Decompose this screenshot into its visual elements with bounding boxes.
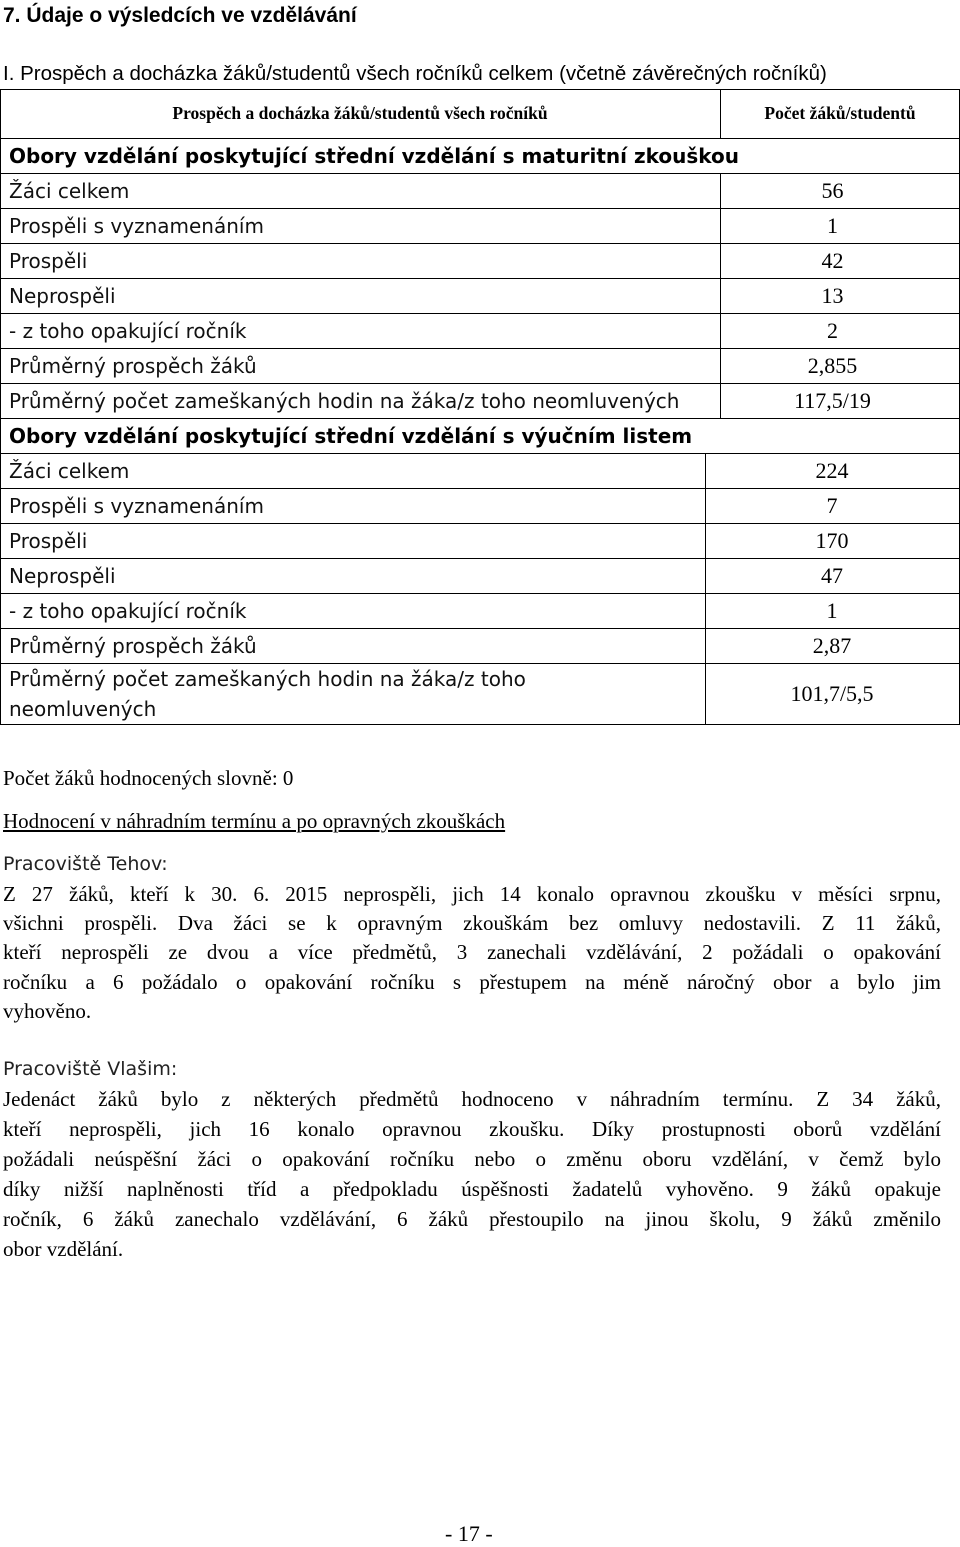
header-count: Počet žáků/studentů: [764, 103, 916, 123]
row-label: Žáci celkem: [9, 459, 130, 483]
verbal-count: Počet žáků hodnocených slovně: 0: [3, 766, 294, 790]
vlasim-line: ročník, 6 žáků zanechalo vzdělávání, 6 žáků přestoupilo na jinou školu, 9 žáků změnilo: [3, 1207, 941, 1231]
tehov-line: vyhověno.: [3, 999, 92, 1023]
row-label: - z toho opakující ročník: [9, 599, 247, 623]
row-value: 47: [821, 563, 843, 588]
row-value: 2,87: [812, 633, 852, 658]
retake-heading: Hodnocení v náhradním termínu a po opravných zkouškách: [3, 809, 506, 833]
page-number: - 17 -: [445, 1521, 493, 1546]
row-label: neomluvených: [9, 697, 157, 721]
row-value: 117,5/19: [794, 388, 871, 413]
section-vyucni-title: Obory vzdělání poskytující střední vzdělání s výučním listem: [9, 424, 693, 448]
row-value: 7: [826, 493, 838, 518]
row-label: Průměrný prospěch žáků: [9, 634, 257, 658]
row-value: 56: [821, 178, 844, 203]
row-value: 170: [815, 528, 849, 553]
section-title: 7. Údaje o výsledcích ve vzdělávání: [3, 4, 357, 27]
row-value: 1: [827, 213, 838, 238]
row-value: 42: [821, 248, 844, 273]
row-label: Průměrný počet zameškaných hodin na žáka/z toho neomluvených: [9, 389, 680, 413]
row-value: 13: [821, 283, 844, 308]
tehov-line: ročníku a 6 požádalo o opakování ročníku s přestupem na méně náročný obor a bylo jim: [3, 970, 941, 994]
row-value: 2: [827, 318, 838, 343]
vlasim-line: Jedenáct žáků bylo z některých předmětů hodnoceno v náhradním termínu. Z 34 žáků,: [3, 1087, 941, 1111]
vlasim-line: obor vzdělání.: [3, 1237, 124, 1261]
row-label: Průměrný počet zameškaných hodin na žáka/z toho: [9, 667, 526, 691]
table-intro: I. Prospěch a docházka žáků/studentů všech ročníků celkem (včetně závěrečných ročníků): [3, 62, 827, 85]
vlasim-line: požádali neúspěšní žáci o opakování ročníku nebo o změnu oboru vzdělání, v čemž bylo: [3, 1147, 941, 1171]
row-value: 2,855: [807, 353, 858, 378]
row-label: Neprospěli: [9, 284, 116, 308]
header-label: Prospěch a docházka žáků/studentů všech ročníků: [172, 103, 548, 123]
row-label: Prospěli s vyznamenáním: [9, 494, 264, 518]
row-label: Prospěli: [9, 249, 88, 273]
row-label: Žáci celkem: [9, 179, 130, 203]
row-label: Prospěli s vyznamenáním: [9, 214, 264, 238]
tehov-line: Z 27 žáků, kteří k 30. 6. 2015 neprospěli, jich 14 konalo opravnou zkoušku v měsíci srpnu,: [3, 882, 941, 906]
tehov-line: kteří neprospěli ze dvou a více předmětů, 3 zanechali vzdělávání, 2 požádali o opakování: [3, 940, 941, 964]
tehov-heading: Pracoviště Tehov:: [3, 853, 168, 875]
row-value: 101,7/5,5: [790, 681, 874, 706]
section-maturita-title: Obory vzdělání poskytující střední vzdělání s maturitní zkouškou: [9, 144, 739, 168]
row-label: Průměrný prospěch žáků: [9, 354, 257, 378]
vlasim-line: díky nižší naplněnosti tříd a předpokladu úspěšnosti žadatelů vyhověno. 9 žáků opakuje: [3, 1177, 941, 1201]
row-value: 224: [815, 458, 849, 483]
row-label: Neprospěli: [9, 564, 116, 588]
row-value: 1: [826, 598, 838, 623]
tehov-line: všichni prospěli. Dva žáci se k opravným zkouškám bez omluvy nedostavili. Z 11 žáků,: [3, 911, 941, 935]
row-label: Prospěli: [9, 529, 88, 553]
row-label: - z toho opakující ročník: [9, 319, 247, 343]
vlasim-heading: Pracoviště Vlašim:: [3, 1058, 178, 1080]
vlasim-line: kteří neprospěli, jich 16 konalo opravnou zkoušku. Díky prostupnosti oborů vzdělání: [3, 1117, 941, 1141]
results-table: [0, 89, 960, 725]
